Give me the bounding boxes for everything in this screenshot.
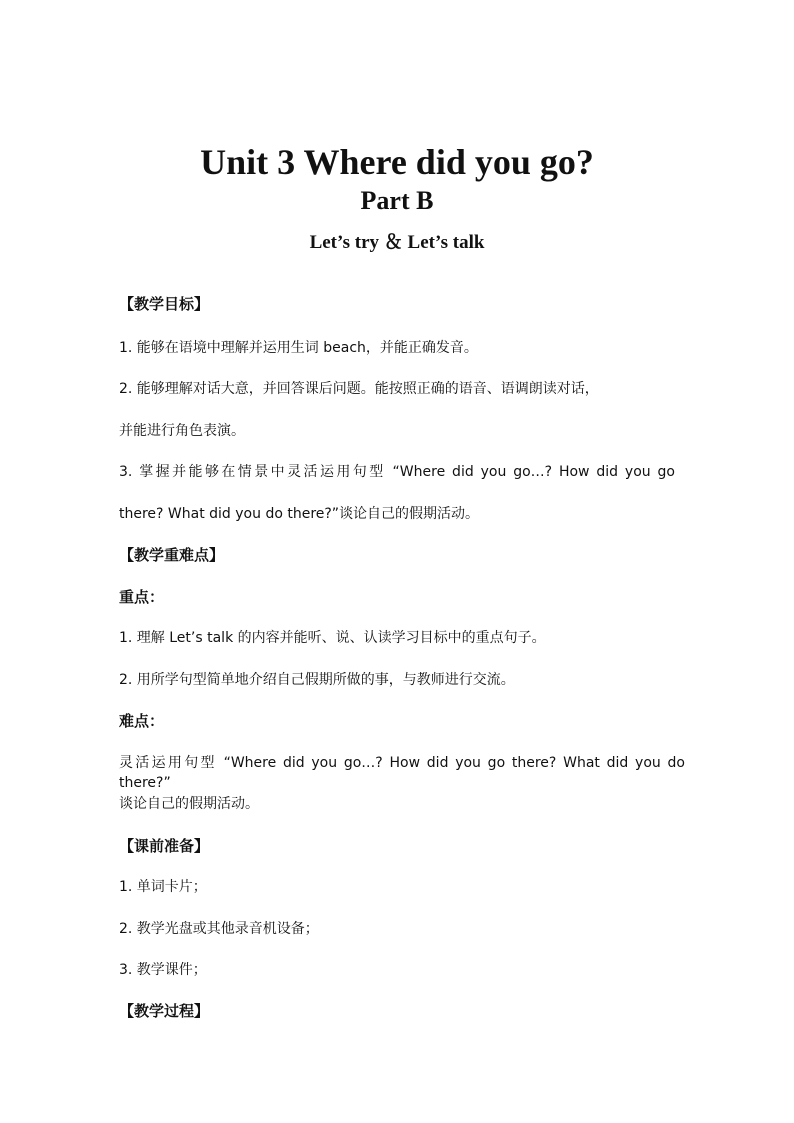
- goal-item-continued: there? What did you do there?”谈论自己的假期活动。: [119, 506, 480, 522]
- preparation-heading: 【课前准备】: [119, 837, 210, 855]
- focus-item: 1. 理解 Let’s talk 的内容并能听、说、认读学习目标中的重点句子。: [119, 630, 546, 646]
- process-heading: 【教学过程】: [119, 1002, 210, 1020]
- focus-label: 重点：: [119, 588, 165, 606]
- part-title: Part B: [360, 186, 434, 215]
- goals-heading: 【教学目标】: [119, 295, 210, 313]
- focus-item: 2. 用所学句型简单地介绍自己假期所做的事，与教师进行交流。: [119, 672, 515, 688]
- goal-item: 3. 掌握并能够在情景中灵活运用句型 “Where did you go…? How did you go: [119, 464, 675, 480]
- lesson-title: Let’s try ＆ Let’s talk: [309, 232, 485, 253]
- preparation-item: 3. 教学课件；: [119, 962, 207, 978]
- goal-item: 2. 能够理解对话大意，并回答课后问题。能按照正确的语音、语调朗读对话，: [119, 381, 599, 397]
- preparation-item: 2. 教学光盘或其他录音机设备；: [119, 921, 319, 937]
- difficulty-item: 灵活运用句型 “Where did you go…? How did you go there? What did you do there?”: [119, 755, 685, 791]
- goal-item-continued: 并能进行角色表演。: [119, 423, 245, 439]
- difficulty-label: 难点：: [119, 712, 165, 730]
- goal-item: 1. 能够在语境中理解并运用生词 beach，并能正确发音。: [119, 340, 478, 356]
- difficulty-item-continued: 谈论自己的假期活动。: [119, 796, 259, 812]
- unit-title: Unit 3 Where did you go?: [200, 142, 594, 182]
- preparation-item: 1. 单词卡片；: [119, 879, 207, 895]
- key-points-heading: 【教学重难点】: [119, 546, 225, 564]
